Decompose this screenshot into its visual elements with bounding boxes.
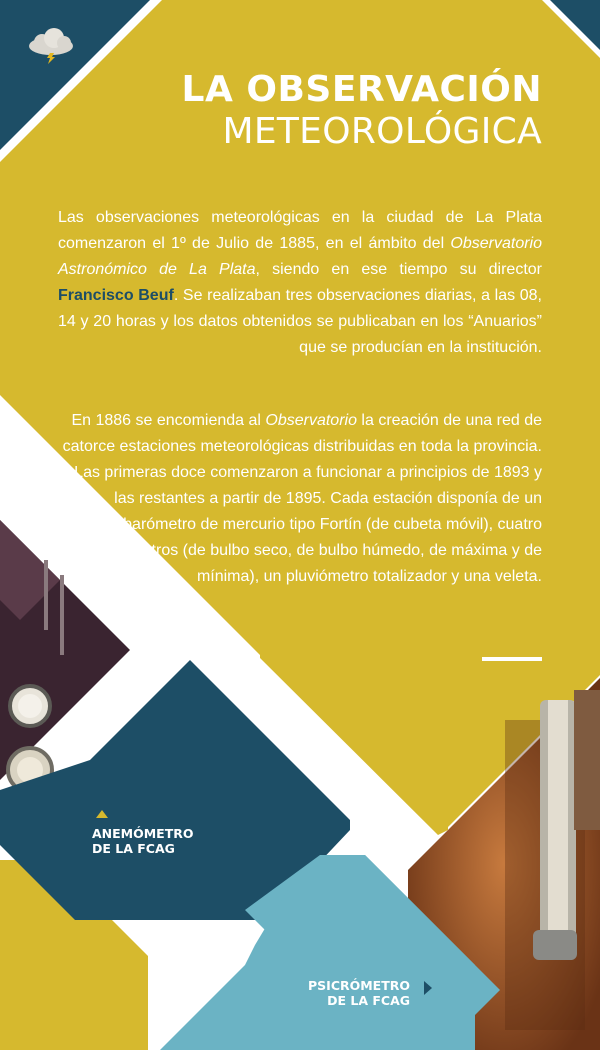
paragraph-2-text-b: la creación de una red de catorce estaciones meteorológicas distribuidas en toda la provincia. Las primeras doce comenzaron a funcionar a principios de 1893 y las restantes a partir de 1895. Cada estación disponía de un barómetro de mercurio tipo Fortín (de cubeta móvil), cuatro termómetros (de bulbo seco, de bulbo húmedo, de máxima y de mínima), un pluviómetro totalizador y una veleta. [62, 412, 542, 585]
paragraph-1-text-a: Las observaciones meteorológicas en la ciudad de La Plata comenzaron el 1º de Julio de 1885, en el ámbito del [58, 209, 542, 252]
title-line-1: LA OBSERVACIÓN [181, 69, 542, 110]
title-line-2: METEOROLÓGICA [222, 111, 542, 152]
psychrometer-caption-line-1: PSICRÓMETRO [308, 978, 410, 993]
paragraph-2 [58, 408, 542, 590]
paragraph-2-text-a: En 1886 se encomienda al [71, 412, 266, 429]
observatorio-word: Observatorio [265, 412, 357, 429]
divider-line [482, 657, 542, 661]
observatory-name: Observatorio Astronómico de La Plata [58, 235, 542, 278]
triangle-up-icon [96, 810, 108, 818]
anemometer-caption [92, 826, 194, 856]
cloud-lightning-icon [26, 26, 76, 66]
director-name: Francisco Beuf [58, 287, 174, 304]
paragraph-1 [58, 205, 542, 361]
paragraph-1-text-b: , siendo en ese tiempo su director [255, 261, 542, 278]
psychrometer-caption-line-2: DE LA FCAG [327, 993, 410, 1008]
page-title [181, 69, 542, 152]
anemometer-caption-line-2: DE LA FCAG [92, 841, 175, 856]
paragraph-1-text-c: . Se realizaban tres observaciones diarias, a las 08, 14 y 20 horas y los datos obtenidos se publicaban en los “Anuarios” que se producían en la institución. [58, 287, 542, 356]
anemometer-caption-line-1: ANEMÓMETRO [92, 826, 194, 841]
triangle-right-icon [424, 981, 432, 995]
psychrometer-caption [308, 978, 410, 1008]
